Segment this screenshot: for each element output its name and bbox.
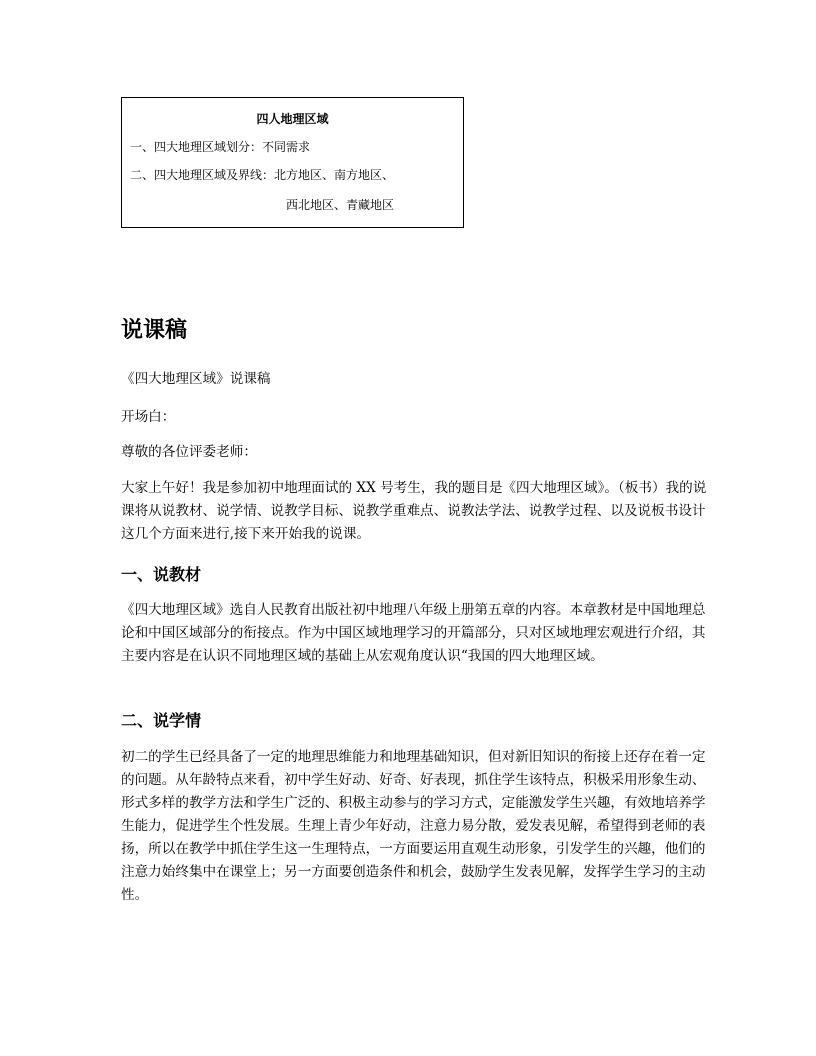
section-1-body: 《四大地理区域》选自人民教育出版社初中地理八年级上册第五章的内容。本章教材是中国地理总论和中国区域部分的衔接点。作为中国区域地理学习的开篇部分，只对区域地理宏观进行介绍，其主要内容是在认识不同地理区域的基础上从宏观角度认识“我国的四大地理区域。 (121, 602, 706, 664)
section-2-title: 二、说学情 (121, 711, 202, 730)
section-2-body: 初二的学生已经具备了一定的地理思维能力和地理基础知识，但对新旧知识的衔接上还存在着一定的问题。从年龄特点来看，初中学生好动、好奇、好表现，抓住学生该特点，积极采用形象生动、形式多样的教学方法和学生广泛的、积极主动参与的学习方式，定能激发学生兴趣，有效地培养学生能力，促进学生个性发展。生理上青少年好动，注意力易分散，爱发表见解，希望得到老师的表扬，所以在教学中抓住学生这一生理特点，一方面要运用直观生动形象，引发学生的兴趣，他们的注意力始终集中在课堂上；另一方面要创造条件和机会，鼓励学生发表见解，发挥学生学习的主动性。 (121, 749, 706, 903)
board-title: 四人地理区域 (256, 112, 329, 126)
blackboard-design-box (121, 97, 464, 228)
greeting: 尊敬的各位评委老师： (121, 444, 257, 460)
document-heading: 说课稿 (121, 317, 188, 343)
section-1-title: 一、说教材 (121, 565, 202, 584)
board-line-3: 西北地区、青藏地区 (286, 198, 395, 212)
intro-paragraph: 大家上午好！我是参加初中地理面试的 XX 号考生，我的题目是《四大地理区域》。（板书）我的说课将从说教材、说学情、说教学目标、说教学重难点、说教法学法、说教学过程、以及说板书设计这几个方面来进行,接下来开始我的说课。 (121, 480, 707, 542)
document-subtitle: 《四大地理区域》说课稿 (121, 371, 271, 387)
board-line-1: 一、四大地理区域划分：不同需求 (130, 140, 311, 154)
board-line-2: 二、四大地理区域及界线：北方地区、南方地区、 (130, 168, 395, 182)
opening-label: 开场白： (121, 409, 176, 425)
